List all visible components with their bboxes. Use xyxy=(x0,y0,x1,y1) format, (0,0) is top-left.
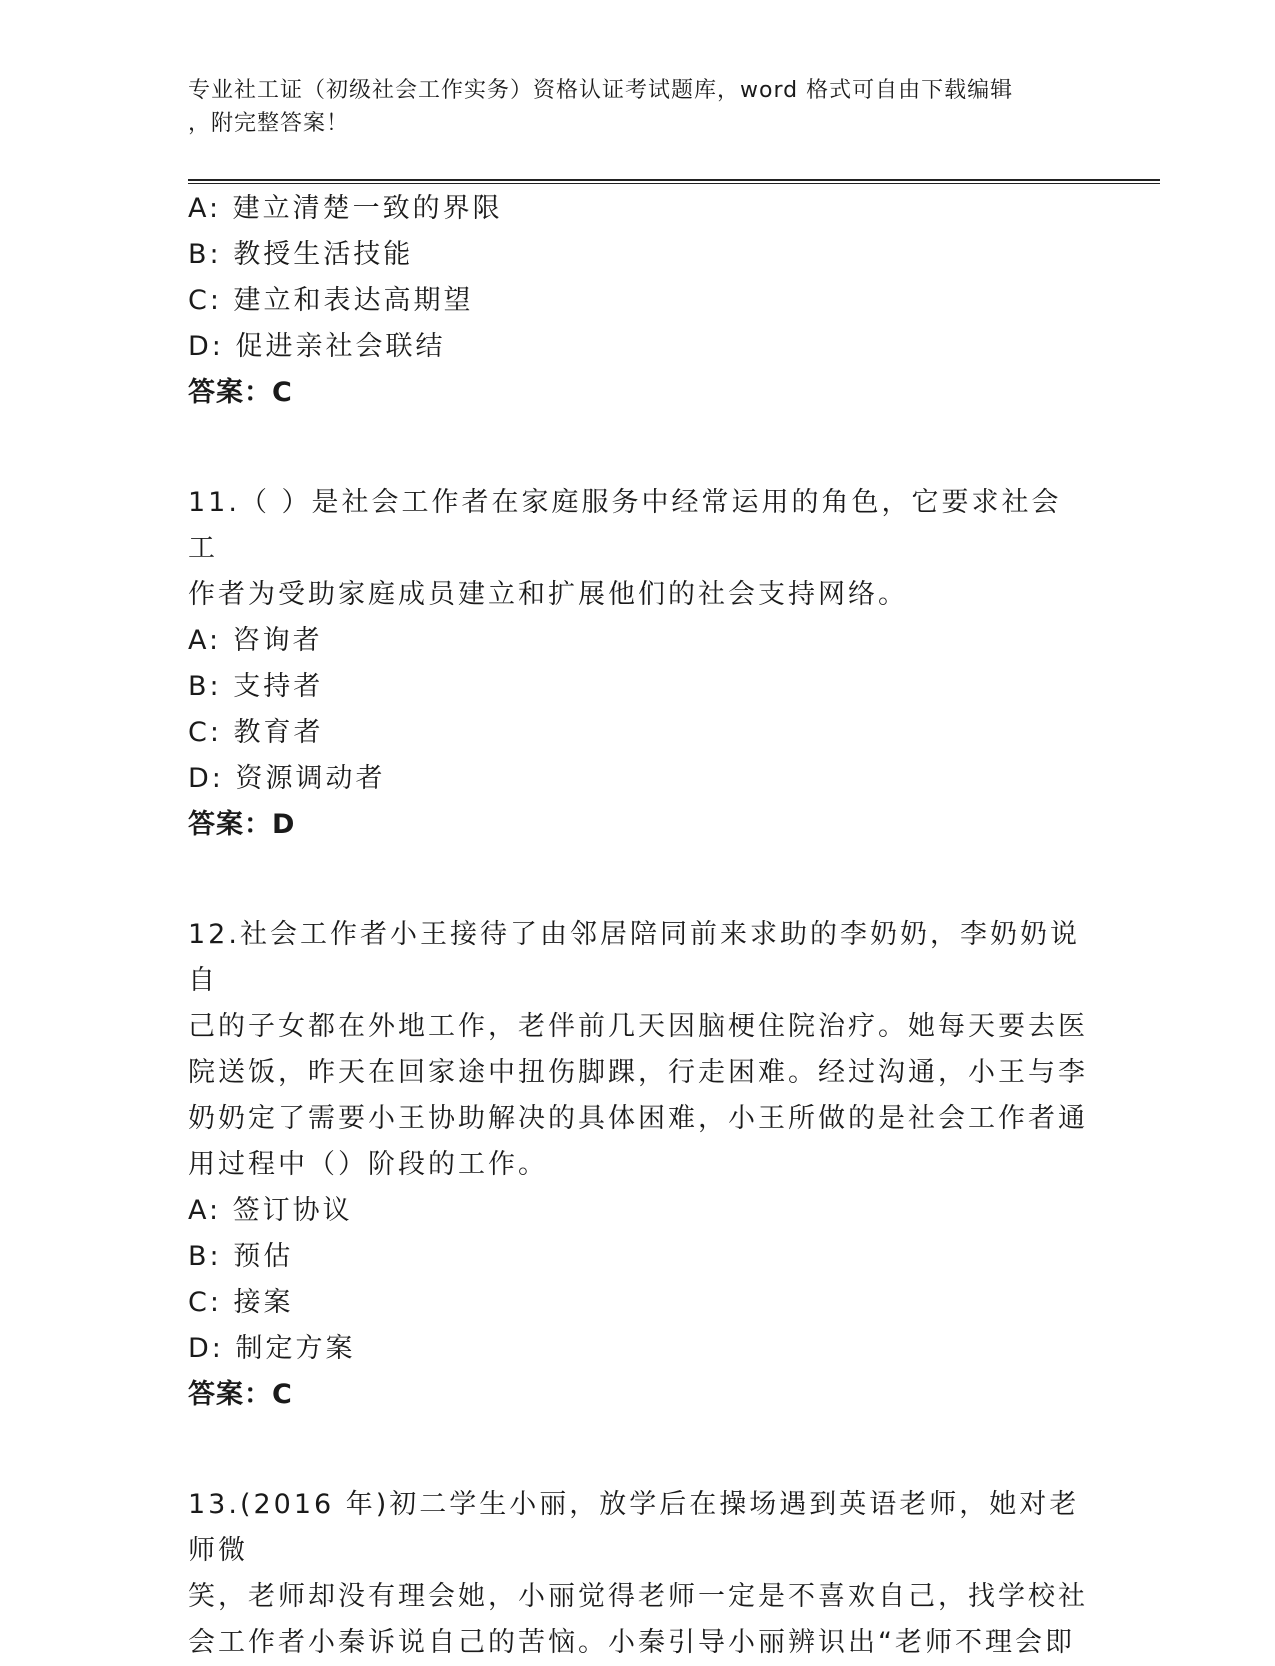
option-c: C: 接案 xyxy=(188,1287,294,1318)
answer-line: 答案：C xyxy=(188,377,293,408)
spacer xyxy=(188,848,1088,912)
option-c: C: 建立和表达高期望 xyxy=(188,285,474,316)
option-a: A: 签订协议 xyxy=(188,1195,353,1226)
spacer xyxy=(188,416,1088,480)
question-text: 11.（ ）是社会工作者在家庭服务中经常运用的角色，它要求社会工 作者为受助家庭成员建立和扩展他们的社会支持网络。 xyxy=(188,487,1062,610)
option-c: C: 教育者 xyxy=(188,717,324,748)
question-text: 12.社会工作者小王接待了由邻居陪同前来求助的李奶奶，李奶奶说自 己的子女都在外地工作，老伴前几天因脑梗住院治疗。她每天要去医 院送饭，昨天在回家途中扭伤脚踝，行走困难。经过沟通，小王与李 奶奶定了需要小王协助解决的具体困难，小王所做的是社会工作者通 用过程中（）阶段的工作。 xyxy=(188,919,1088,1180)
spacer xyxy=(188,1418,1088,1482)
question-13 xyxy=(188,1482,1088,1666)
option-d: D: 资源调动者 xyxy=(188,763,386,794)
question-12 xyxy=(188,912,1088,1418)
option-d: D: 促进亲社会联结 xyxy=(188,331,446,362)
page-header xyxy=(188,74,1078,140)
answer-line: 答案：D xyxy=(188,809,296,840)
option-a: A: 建立清楚一致的界限 xyxy=(188,193,503,224)
question-block-prev xyxy=(188,186,1088,416)
option-b: B: 预估 xyxy=(188,1241,294,1272)
header-text: 专业社工证（初级社会工作实务）资格认证考试题库，word 格式可自由下载编辑 ，附完整答案！ xyxy=(188,78,1014,136)
question-11 xyxy=(188,480,1088,848)
header-divider xyxy=(188,179,1160,184)
option-d: D: 制定方案 xyxy=(188,1333,356,1364)
option-a: A: 咨询者 xyxy=(188,625,323,656)
option-b: B: 教授生活技能 xyxy=(188,239,414,270)
question-content xyxy=(188,186,1088,1666)
question-text: 13.(2016 年)初二学生小丽，放学后在操场遇到英语老师，她对老师微 笑，老师却没有理会她，小丽觉得老师一定是不喜欢自己，找学校社 会工作者小秦诉说自己的苦恼。小秦引导小丽辨识出“老师不理会即 xyxy=(188,1489,1088,1658)
answer-line: 答案：C xyxy=(188,1379,293,1410)
option-b: B: 支持者 xyxy=(188,671,324,702)
